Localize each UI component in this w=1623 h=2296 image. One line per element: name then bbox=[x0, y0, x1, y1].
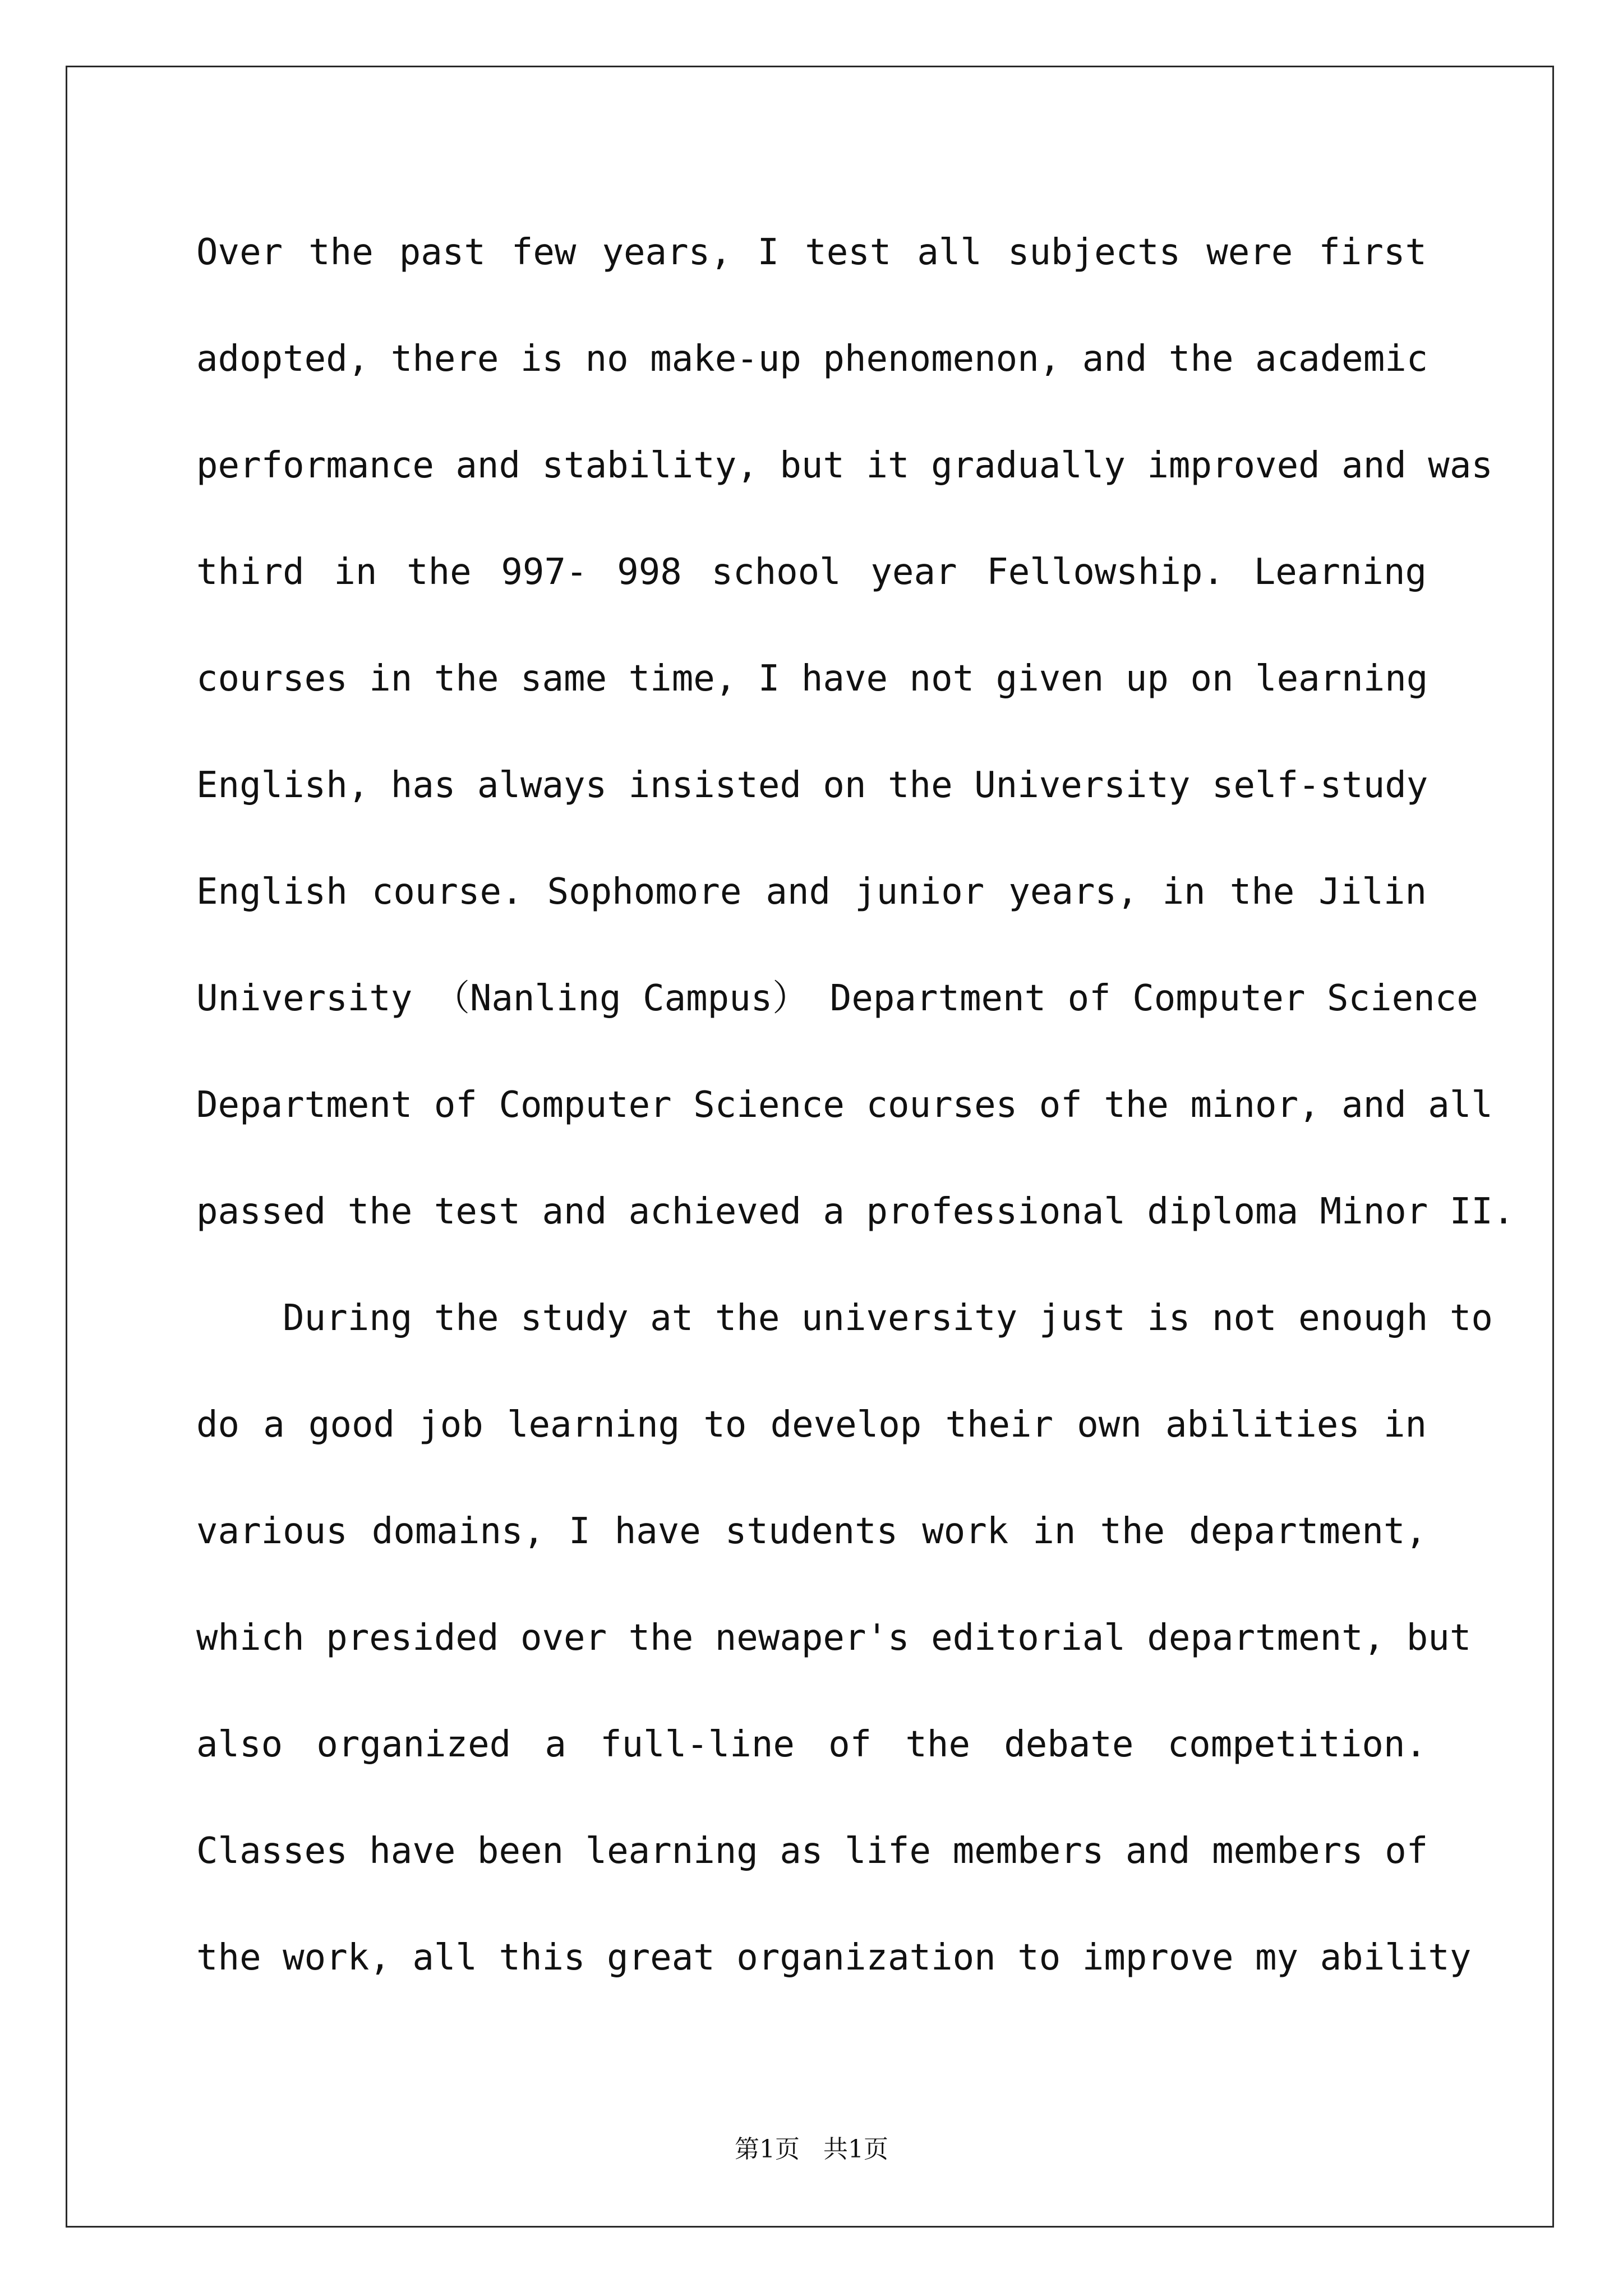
text-line-15: also organized a full-line of the debate competition. bbox=[196, 1724, 1427, 1765]
text-line-10: passed the test and achieved a professional diploma Minor II. bbox=[196, 1191, 1515, 1232]
text-line-1: Over the past few years, I test all subjects were first bbox=[196, 232, 1427, 273]
text-line-17: the work, all this great organization to improve my ability bbox=[196, 1937, 1472, 1978]
text-line-4: third in the 997- 998 school year Fellowship. Learning bbox=[196, 551, 1427, 593]
page-footer: 第1页 共1页 bbox=[735, 2135, 888, 2164]
text-line-13: various domains, I have students work in the department, bbox=[196, 1511, 1427, 1552]
text-line-14: which presided over the newaper's editorial department, but bbox=[196, 1617, 1472, 1659]
text-line-16: Classes have been learning as life members and members of bbox=[196, 1830, 1428, 1872]
text-line-2: adopted, there is no make-up phenomenon, and the academic bbox=[196, 338, 1428, 380]
text-line-11: During the study at the university just is not enough to bbox=[196, 1297, 1493, 1339]
text-line-7: English course. Sophomore and junior years, in the Jilin bbox=[196, 871, 1427, 913]
text-line-8: University （Nanling Campus） Department of Computer Science bbox=[196, 978, 1478, 1019]
text-line-6: English, has always insisted on the University self-study bbox=[196, 765, 1428, 806]
text-line-9: Department of Computer Science courses of the minor, and all bbox=[196, 1084, 1493, 1126]
text-line-5: courses in the same time, I have not given up on learning bbox=[196, 658, 1428, 700]
text-line-12: do a good job learning to develop their own abilities in bbox=[196, 1404, 1427, 1446]
text-line-3: performance and stability, but it gradually improved and was bbox=[196, 445, 1493, 486]
document-body bbox=[196, 216, 1515, 2028]
